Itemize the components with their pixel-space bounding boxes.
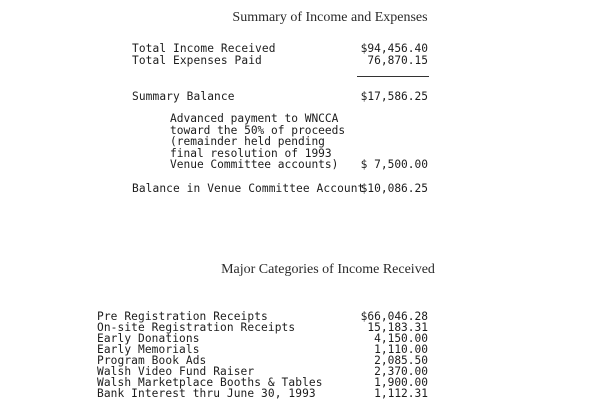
- category-label: Walsh Marketplace Booths & Tables: [97, 376, 323, 389]
- category-label: On-site Registration Receipts: [97, 321, 296, 334]
- category-label: Pre Registration Receipts: [97, 310, 268, 323]
- total-income-value: $94,456.40: [360, 42, 428, 55]
- advance-payment-value: $ 7,500.00: [360, 158, 428, 171]
- category-value: 1,110.00: [374, 343, 428, 356]
- advance-note-line-3: (remainder held pending: [170, 135, 325, 148]
- categories-title: Major Categories of Income Received: [221, 262, 435, 277]
- summary-balance-value: $17,586.25: [360, 90, 428, 103]
- category-value: 1,900.00: [374, 376, 428, 389]
- summary-balance-label: Summary Balance: [132, 90, 235, 103]
- category-value: $66,046.28: [360, 310, 428, 323]
- category-value: 15,183.31: [367, 321, 428, 334]
- advance-note-line-2: toward the 50% of proceeds: [170, 123, 346, 137]
- category-value: 2,085.50: [374, 354, 428, 367]
- category-value: 4,150.00: [374, 332, 428, 345]
- category-label: Walsh Video Fund Raiser: [97, 365, 255, 378]
- total-expenses-label: Total Expenses Paid: [132, 54, 262, 67]
- summary-title: Summary of Income and Expenses: [232, 10, 428, 25]
- advance-note-line-4: final resolution of 1993: [170, 146, 332, 160]
- subtotal-rule: [357, 76, 429, 77]
- category-label: Early Memorials: [97, 343, 200, 356]
- venue-balance-label: Balance in Venue Committee Account: [132, 182, 365, 195]
- category-label: Bank Interest thru June 30, 1993: [97, 387, 316, 400]
- total-income-label: Total Income Received: [132, 42, 276, 55]
- category-label: Program Book Ads: [97, 354, 207, 367]
- category-value: 2,370.00: [374, 365, 428, 378]
- category-value: 1,112.31: [374, 387, 428, 400]
- venue-balance-value: $10,086.25: [360, 182, 428, 195]
- advance-note-line-1: Advanced payment to WNCCA: [170, 112, 339, 125]
- advance-note-line-5: Venue Committee accounts): [170, 158, 339, 171]
- category-label: Early Donations: [97, 332, 200, 345]
- total-expenses-value: 76,870.15: [367, 54, 428, 67]
